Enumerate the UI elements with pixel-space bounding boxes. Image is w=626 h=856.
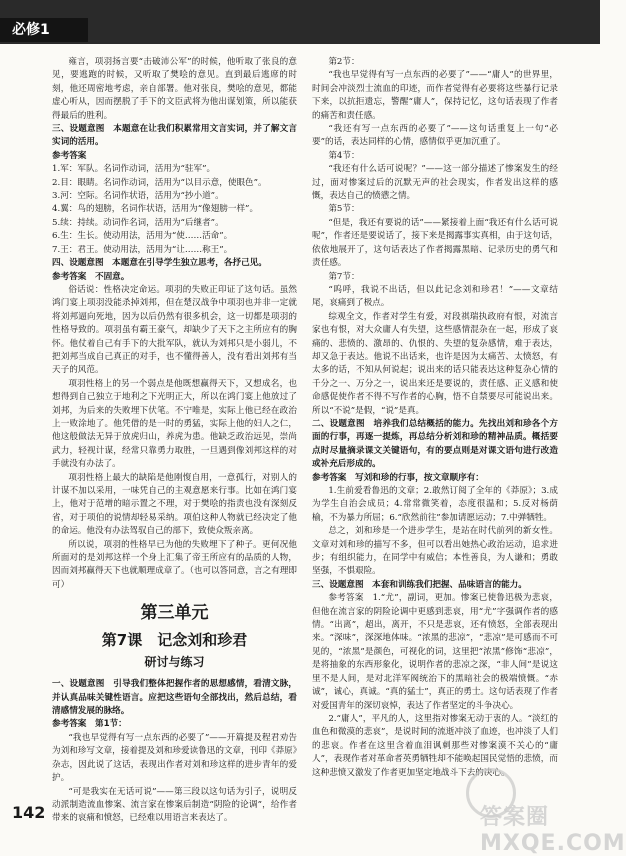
right-subheading: 参考答案 写刘和珍的行事，按文章顺序有：	[312, 472, 484, 483]
header-tab: 必修1	[0, 18, 88, 42]
right-paragraph: 综观全文，作者对学生有爱，对段祺瑞执政府有恨，对流言家也有恨，对大众庸人有失望，这些感情混杂在一起，形成了哀痛的、悲愤的、激昂的、仇恨的、失望的复杂感情，难于表达，却又急于表达。他说不出话来，也许是因为太痛苦、太愤怒，有太多的话，不知从何说起；说出来的话只能表达这种复杂心情的千分之一、万分之一，说出来还是要说的，责任感、正义感和使命感促使作者不得不写作者的心胸，悟不自禁要尽可能说出来。所以“不说”是假，“说”是真。	[312, 311, 558, 416]
left-answer-item: 2.目：眼睛。名词作动词，活用为“以目示意，使眼色”。	[52, 177, 267, 188]
left-column	[52, 56, 297, 826]
left-paragraph: 雍言，项羽扬言要“击破沛公军”的时候，他听取了张良的意见，要逃跑的时候，又听取了樊哙的意见。直到最后逃席的时刻，他还周密地考虑，亲自部署。他对张良，樊哙的意见，都能虚心听从，因而摆脱了手下的文臣武将为他出谋划策，所以能获得最后的胜利。	[52, 57, 297, 121]
left-paragraph: 俗话说：性格决定命运。项羽的失败正印证了这句话。虽然鸿门宴上项羽没能杀掉刘邦，但在楚汉战争中项羽也并非一定就将刘邦逼向死地，因为以后仍然有很多机会，这一切都是项羽的性格导致的。项羽虽有霸王豪气，却缺少了天下之主所应有的胸怀。他仗着自己有手下的大批军队，就认为刘邦只是小弱儿，不把刘邦当成自己真正的对手，也不懂得善人，没有看出刘邦有当天子的风范。	[52, 284, 297, 376]
left-paragraph: 所以说，项羽的性格早已为他的失败埋下了种子。更何况他所面对的是刘邦这样一个身上汇集了帝王所应有的品质的人物，因而刘邦赢得天下也就顺理成章了。（也可以答同意，言之有理即可）	[52, 539, 297, 590]
right-paragraph: 2.“庸人”，平凡的人，这里指对惨案无动于衷的人。“淡红的血色和微漠的悲哀”，是说时间的流逝冲淡了血迹，也冲淡了人们的悲哀。作者在这里含着血泪讽刺那些对惨案漠不关心的“庸人”，表现作者对革命者英勇牺牲却不能唤起国民觉悟的悲愤，而这种悲愤又激发了作者更加坚定地战斗下去的决心。	[312, 713, 558, 778]
right-paragraph: “我也早觉得有写一点东西的必要了”——“庸人”的世界里，时间会冲淡烈士流血的印迹，而作者觉得有必要将这些暴行记录下来，以抗拒遗忘，警醒“庸人”，保持记忆，这句话表现了作者的痛苦和责任感。	[312, 70, 558, 121]
right-label: 第2节：	[328, 57, 360, 67]
left-paragraph: 项羽性格上最大的缺陷是他刚愎自用，一意孤行，对别人的计谋不加以采用，一味凭自己的主观意愿来行事。比如在鸿门宴上，他对于范增的暗示置之不理，对于樊哙的指责也没有深刻反省，对于项伯的说情却轻易采纳。项伯这种人物就已经决定了他的命运。他没有办法驾驭自己的部下，致使众叛亲离。	[52, 472, 297, 537]
right-paragraph: 1.生前爱看鲁迅的文章；2.敢然订阅了全年的《莽原》；3.成为学生自治会成员；4.常常微笑着，态度很温和；5.反对杨荫榆，不为暴力所屈；6.“欣然前往”参加请愿运动；7.中弹牺牲。	[312, 486, 558, 523]
left-answer-item: 4.翼：鸟的翅膀，名词作状语，活用为“像翅膀一样”。	[52, 204, 259, 215]
left-subheading: 参考答案 第1节：	[52, 719, 127, 730]
left-heading: 一、设题意图 引导我们整体把握作者的思想感情，看清文脉，并认真品味关键性语言。应把这些语句全部找出，然后总结，看清感情发展的脉络。	[52, 679, 297, 717]
left-answer-item: 5.续：持续。动词作名词，活用为“后继者”。	[52, 217, 224, 228]
right-column	[312, 56, 558, 780]
right-paragraph: 参考答案 1.“尤”，副词，更加。惨案已使鲁迅极为悲哀，但他在流言家的阴险论调中更感到悲哀，用“尤”字强调作者的感情。“出离”，超出，离开，不只是悲哀，还有愤怒，全部表现出来。“深味”，深深地体味。“浓黑的悲凉”，“悲凉”是可感而不可见的，“浓黑”是颜色，可视化的词，这里把“浓黑”修饰“悲凉”，是将抽象的东西形象化，说明作者的悲凉之深，“非人间”是说这里不是人间，是对北洋军阀统治下的黑暗社会的极端愤慨。“赤诚”，诚心，真诚。“真的猛士”，真正的勇士。这句话表现了作者对爱国青年的深切哀悼，表达了作者坚定的斗争决心。	[312, 593, 558, 711]
left-answer-item: 3.河：空际。名词作状语，活用为“抄小道”。	[52, 191, 224, 202]
left-heading: 四、设题意图 本题意在引导学生独立思考，各抒己见。	[52, 258, 267, 269]
right-label: 第7节：	[328, 271, 360, 282]
left-answer-item: 7.王：君王。使动用法，活用为“让……称王”。	[52, 244, 233, 255]
left-heading: 三、设题意图 本题意在让我们积累常用文言实词，并了解文言实词的活用。	[52, 124, 297, 148]
unit-title: 第三单元	[140, 603, 209, 624]
right-paragraph: “我还有写一点东西的必要了”——这句话重复上一句“必要”的话，表达同样的心情，感情似乎更加沉重了。	[312, 124, 558, 148]
page-number: 142	[12, 803, 46, 822]
right-label: 第4节：	[328, 150, 360, 161]
right-paragraph: “呜呼，我说不出话，但以此记念刘和珍君！”——文章结尾，哀痛到了极点。	[312, 284, 558, 309]
left-answer-item: 1.军：军队。名词作动词，活用为“驻军”。	[52, 164, 216, 175]
section-title: 研讨与练习	[144, 655, 205, 670]
right-label: 第5节：	[328, 204, 360, 215]
lesson-title: 第7课 记念刘和珍君	[101, 631, 248, 650]
header-band	[0, 0, 600, 44]
left-paragraph: “我也早觉得有写一点东西的必要了”——开篇提及程君劝告为刘和珍写文章，接着提及刘和珍爱读鲁迅的文章，刊印《莽原》杂志，因此说了这话，表现出作者对刘和珍这样的进步青年的爱护。	[52, 732, 297, 784]
right-paragraph: 总之，刘和珍是一个进步学生，是站在时代前列的新女性。文章对刘和珍的描写不多，但可以看出她热心政治运动，追求进步；有组织能力，在同学中有威信；本性善良，为人谦和；勇敢坚强，不惧艰险。	[312, 526, 558, 577]
right-paragraph: “但是，我还有要说的话”——紧接着上面“我还有什么话可说呢”，作者还是要说话了，接下来是揭露事实真相，由于这句话，依依地展开了，这句话表达了作者揭露黑暗、记录历史的勇气和责任感。	[312, 217, 558, 269]
right-heading: 三、设题意图 本套和训练我们把握、品味语言的能力。	[312, 579, 527, 590]
right-paragraph: “我还有什么话可说呢？”——这一部分描述了惨案发生的经过，面对惨案过后的沉默无声的社会现实，作者发出这样的感慨，表达自己的愤懑之情。	[312, 164, 558, 202]
left-subheading: 参考答案 不固意。	[52, 271, 130, 282]
watermark-text: 答案圈 MXQE.COM	[480, 805, 626, 856]
left-paragraph: 项羽性格上的另一个弱点是他既想赢得天下，又想成名，也想得到自己独立于地利之下光明正大，所以在鸿门宴上他放过了刘邦，为后来的失败埋下伏笔。不宁唯是，实际上他已经在政治上一败涂地了。他凭借的是一时的勇猛，实际上他的妇人之仁，他这般做法无异于放虎归山，养虎为患。他缺乏政治远见，崇尚武力，轻视计谋，经常只靠勇力取胜，一旦遇到像刘邦这样的对手就没有办法了。	[52, 378, 297, 470]
left-paragraph: “可是我实在无话可说”——第三段以这句话为引子，说明反动派制造流血惨案、流言家在惨案后制造“阴险的论调”，给作者带来的哀痛和愤怒，已经难以用语言来表达了。	[52, 786, 297, 824]
right-heading: 二、设题意图 培养我们总结概括的能力。先找出刘和珍各个方面的行事，再逐一提炼，再总结分析刘和珍的精神品质。概括要点时尽量摘录课文关键语句，有的要点则是对课文语句进行改造或补充后形成的。	[312, 418, 558, 470]
left-answer-item: 6.生：生长。使动用法，活用为“使……活命”。	[52, 231, 233, 242]
left-subheading: 参考答案	[52, 150, 87, 161]
